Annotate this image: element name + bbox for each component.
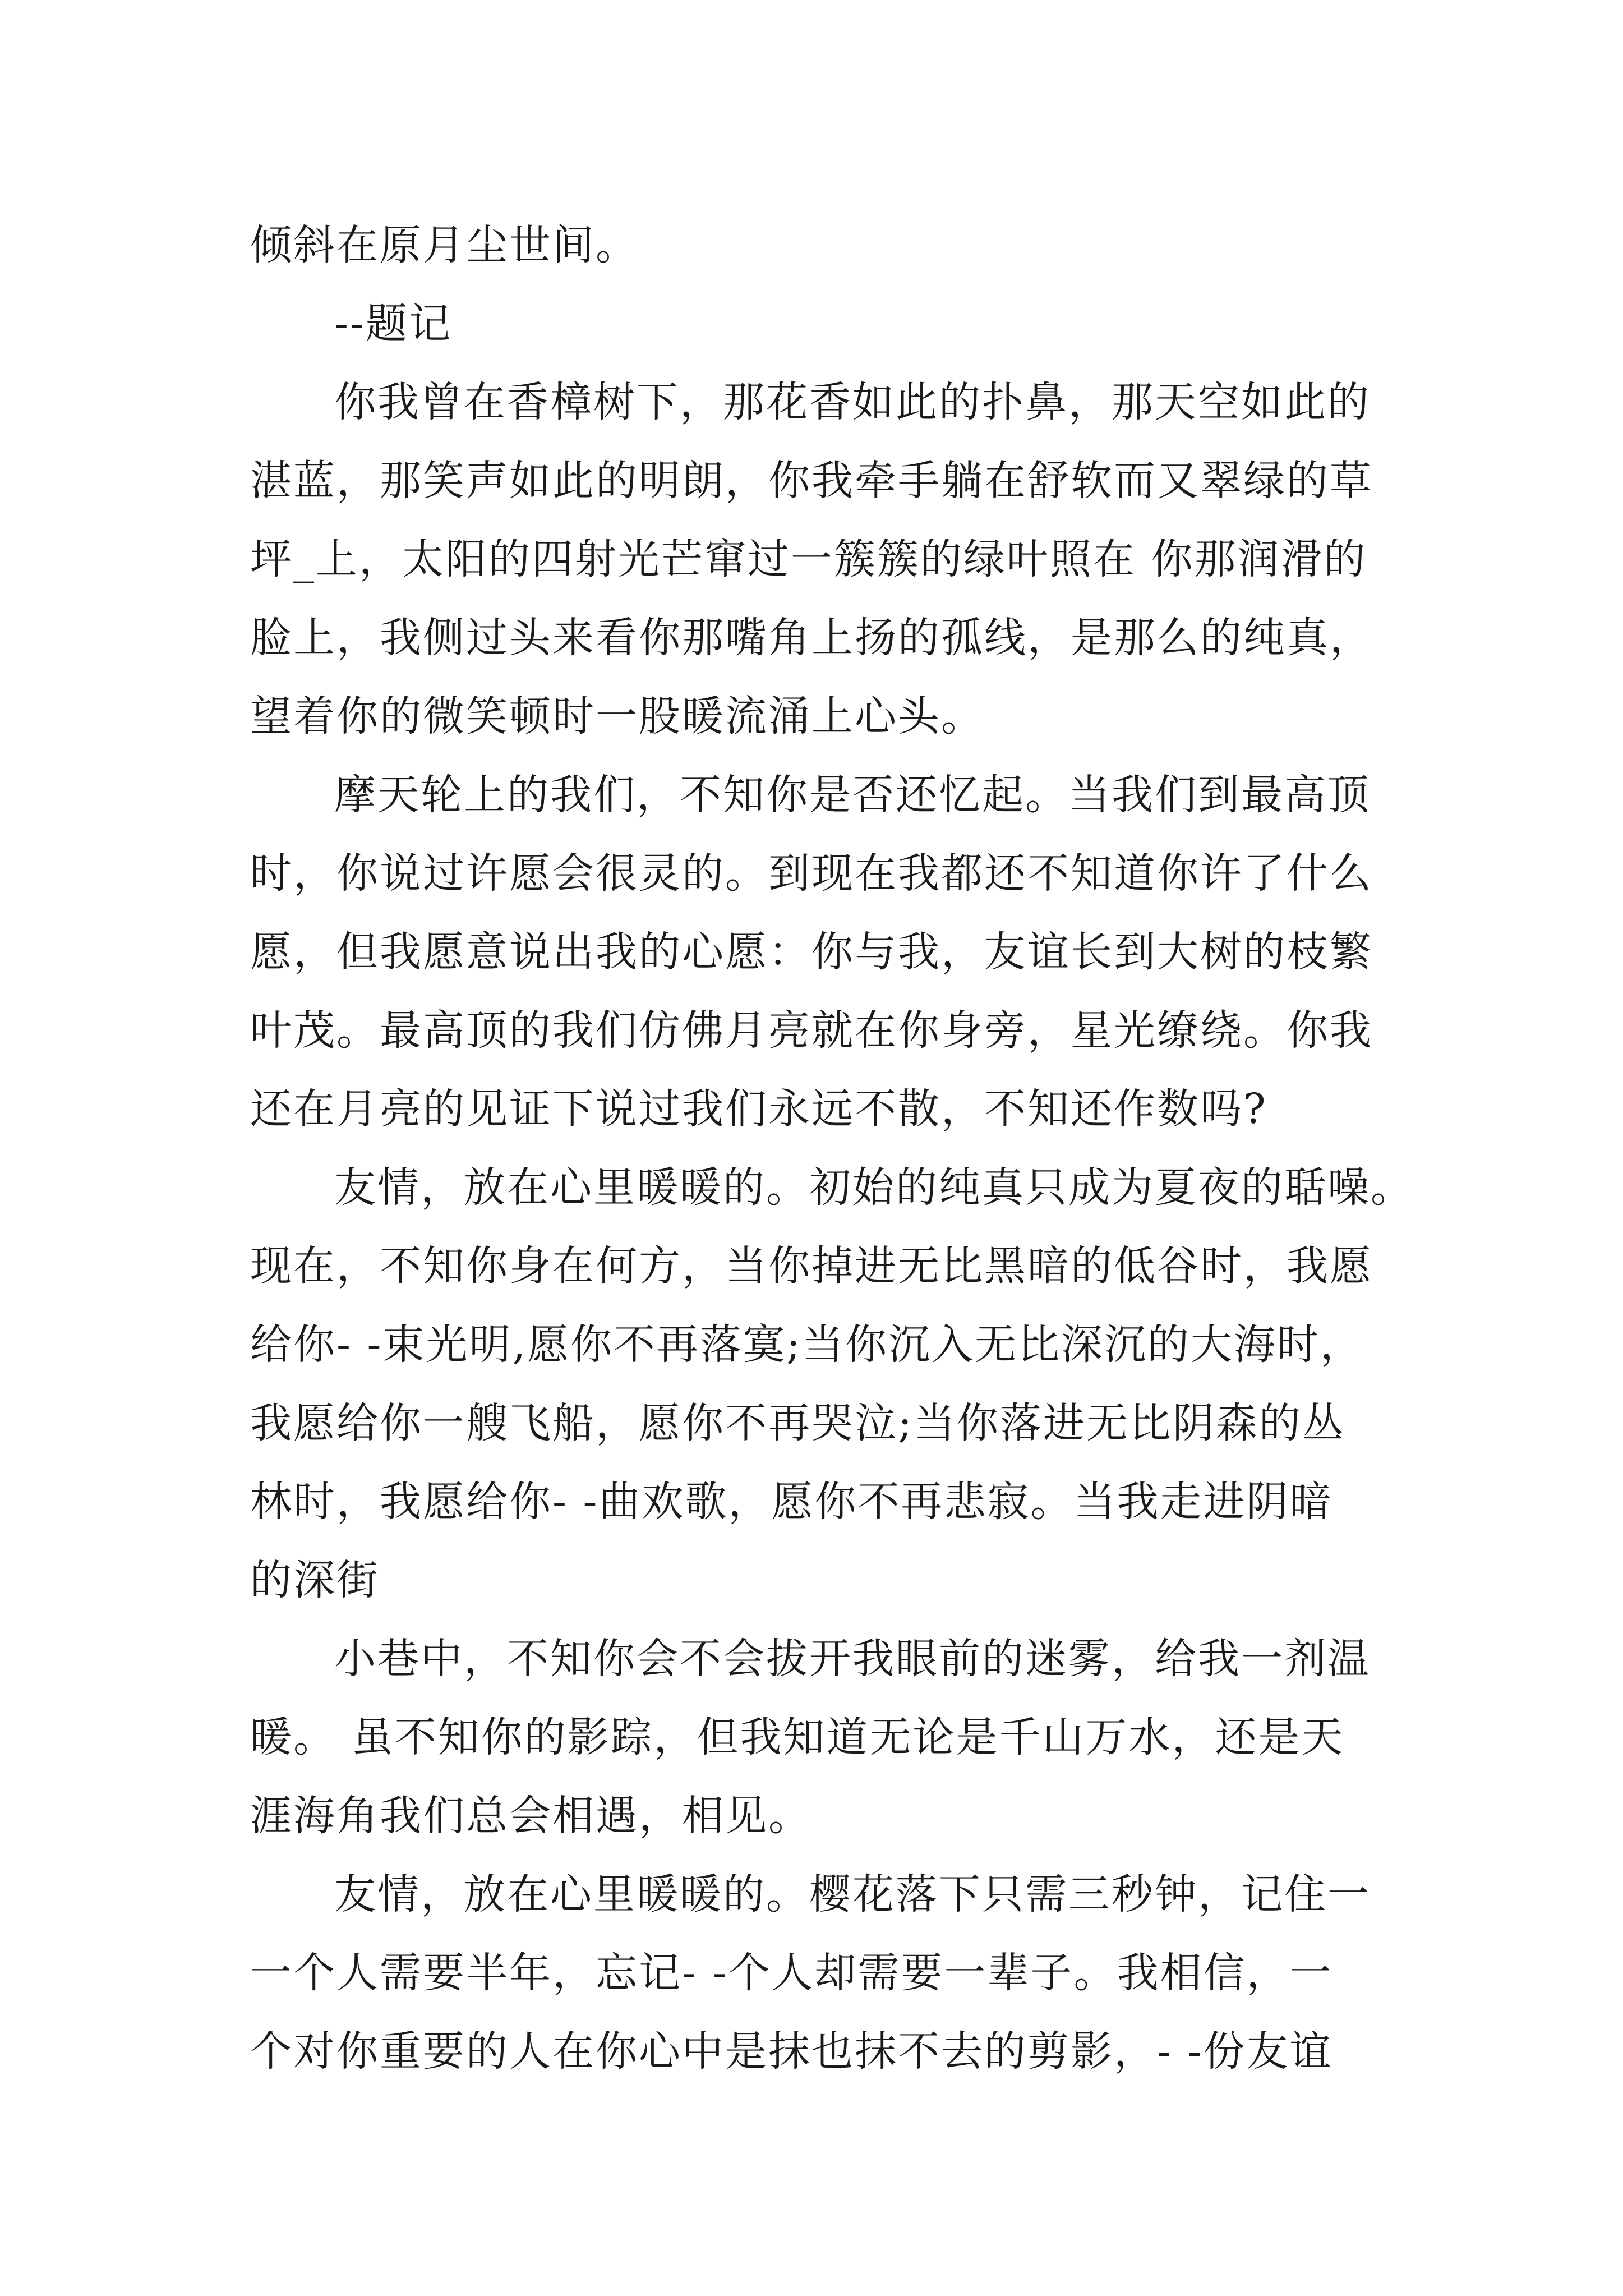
text-line: 林时，我愿给你- -曲欢歌，愿你不再悲寂。当我走进阴暗 <box>250 1478 1333 1526</box>
text-line: 叶茂。最高顶的我们仿佛月亮就在你身旁，星光缭绕。你我 <box>250 1006 1373 1055</box>
text-line: 时，你说过许愿会很灵的。到现在我都还不知道你许了什么 <box>250 849 1373 898</box>
text-line: 你我曾在香樟树下，那花香如此的扑鼻，那天空如此的 <box>334 378 1371 426</box>
text-line: 望着你的微笑顿时一股暖流涌上心头。 <box>250 692 984 740</box>
text-line: 倾斜在原月尘世间。 <box>250 221 639 269</box>
text-line: 涯海角我们总会相遇，相见。 <box>250 1792 811 1840</box>
text-line: 一个人需要半年，忘记- -个人却需要一辈子。我相信，一 <box>250 1949 1333 1997</box>
text-line: 坪_上，太阳的四射光芒窜过一簇簇的绿叶照在 你那润滑的 <box>250 535 1367 583</box>
text-line: 友情，放在心里暖暖的。樱花落下只需三秒钟，记住一 <box>334 1870 1371 1918</box>
text-line: --题记 <box>334 300 453 348</box>
text-line: 个对你重要的人在你心中是抹也抹不去的剪影，- -份友谊 <box>250 2027 1333 2076</box>
text-line: 湛蓝，那笑声如此的明朗，你我牵手躺在舒软而又翠绿的草 <box>250 457 1373 505</box>
text-line: 现在，不知你身在何方，当你掉进无比黑暗的低谷时，我愿 <box>250 1242 1373 1290</box>
text-line: 摩天轮上的我们，不知你是否还忆起。当我们到最高顶 <box>334 771 1371 819</box>
text-line: 愿，但我愿意说出我的心愿：你与我，友谊长到大树的枝繁 <box>250 928 1373 976</box>
text-line: 的深街 <box>250 1556 380 1604</box>
text-line: 友情，放在心里暖暖的。初始的纯真只成为夏夜的聒噪。 <box>334 1163 1414 1212</box>
text-line: 脸上，我侧过头来看你那嘴角上扬的孤线，是那么的纯真， <box>250 614 1373 662</box>
text-line: 暖。 虽不知你的影踪，但我知道无论是千山万水，还是天 <box>250 1713 1345 1761</box>
text-line: 给你- -束光明,愿你不再落寞;当你沉入无比深沉的大海时， <box>250 1320 1363 1369</box>
text-line: 还在月亮的见证下说过我们永远不散，不知还作数吗? <box>250 1085 1267 1133</box>
text-line: 小巷中，不知你会不会拔开我眼前的迷雾，给我一剂温 <box>334 1635 1371 1683</box>
text-line: 我愿给你一艘飞船，愿你不再哭泣;当你落进无比阴森的丛 <box>250 1399 1345 1447</box>
